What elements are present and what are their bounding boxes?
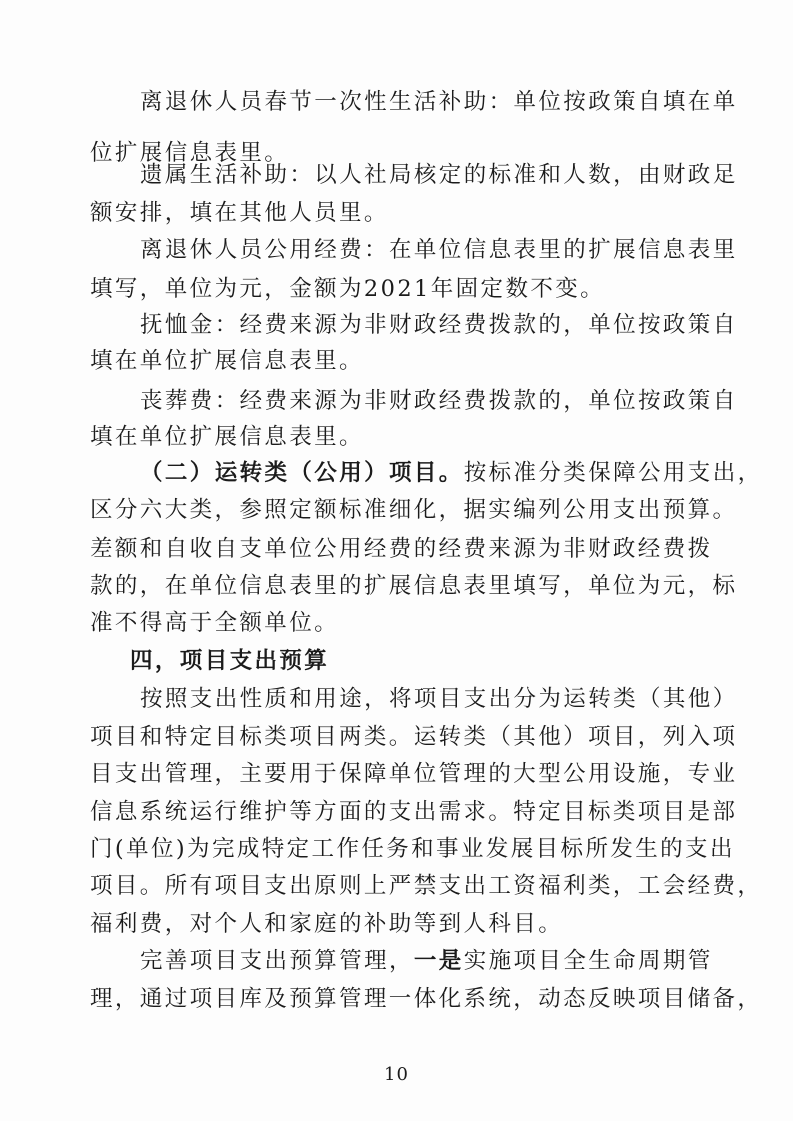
text-run: 填在单位扩展信息表里。	[90, 424, 364, 450]
section-heading: 四，项目支出预算	[130, 648, 330, 674]
paragraph-line	[0, 794, 793, 830]
subsection-heading: （二）运转类（公用）项目。	[140, 460, 464, 486]
text-run: 完善项目支出预算管理，	[140, 948, 414, 974]
paragraph-line	[0, 271, 793, 307]
text-run: 位扩展信息表里。	[90, 140, 290, 166]
paragraph-line	[0, 756, 793, 792]
paragraph-line	[0, 981, 793, 1017]
paragraph-line	[0, 868, 793, 904]
paragraph-line	[0, 157, 793, 193]
paragraph-line	[0, 419, 793, 455]
paragraph-line	[0, 492, 793, 528]
text-run: 填在单位扩展信息表里。	[90, 348, 364, 374]
paragraph-line	[0, 568, 793, 604]
text-run: 项目。所有项目支出原则上严禁支出工资福利类，工会经费，	[90, 873, 763, 899]
paragraph-line	[0, 195, 793, 231]
text-run: 差额和自收自支单位公用经费的经费来源为非财政经费拨	[90, 536, 713, 562]
paragraph-line	[0, 605, 793, 641]
text-run: 抚恤金：经费来源为非财政经费拨款的，单位按政策自	[140, 312, 738, 338]
text-run: 理，通过项目库及预算管理一体化系统，动态反映项目储备，	[90, 986, 763, 1012]
text-run: 信息系统运行维护等方面的支出需求。特定目标类项目是部	[90, 799, 738, 825]
paragraph-line	[0, 343, 793, 379]
text-run: 按照支出性质和用途，将项目支出分为运转类（其他）	[140, 686, 738, 712]
section-heading-line	[0, 455, 793, 491]
text-run: 离退休人员公用经费：在单位信息表里的扩展信息表里	[140, 237, 738, 263]
text-run: 额安排，填在其他人员里。	[90, 200, 389, 226]
paragraph-line	[0, 383, 793, 419]
text-run: 丧葬费：经费来源为非财政经费拨款的，单位按政策自	[140, 388, 738, 414]
paragraph-line	[0, 531, 793, 567]
paragraph-line	[0, 307, 793, 343]
paragraph-line	[0, 681, 793, 717]
page-number: 10	[384, 1064, 409, 1085]
text-run: 福利费，对个人和家庭的补助等到人科目。	[90, 911, 564, 937]
text-run: 按标准分类保障公用支出，	[463, 460, 763, 486]
paragraph-line	[0, 232, 793, 268]
text-run: 目支出管理，主要用于保障单位管理的大型公用设施，专业	[90, 761, 738, 787]
text-run: 填写，单位为元，金额为2021年固定数不变。	[90, 276, 606, 302]
text-run: 准不得高于全额单位。	[90, 610, 340, 636]
text-run: 实施项目全生命周期管	[463, 948, 713, 974]
text-run: 遗属生活补助：以人社局核定的标准和人数，由财政足	[140, 162, 738, 188]
paragraph-line	[0, 906, 793, 942]
emphasis-text: 一是	[413, 948, 464, 974]
paragraph-line	[0, 719, 793, 755]
section-heading-line	[0, 643, 793, 679]
text-run: 项目和特定目标类项目两类。运转类（其他）项目，列入项	[90, 724, 738, 750]
text-run: 款的，在单位信息表里的扩展信息表里填写，单位为元，标	[90, 573, 738, 599]
paragraph-line	[0, 831, 793, 867]
text-run: 门(单位)为完成特定工作任务和事业发展目标所发生的支出	[90, 836, 735, 862]
text-run: 离退休人员春节一次性生活补助：单位按政策自填在单	[140, 89, 738, 115]
text-run: 区分六大类，参照定额标准细化，据实编列公用支出预算。	[90, 497, 738, 523]
paragraph-line	[0, 943, 793, 979]
paragraph-line	[0, 84, 793, 120]
